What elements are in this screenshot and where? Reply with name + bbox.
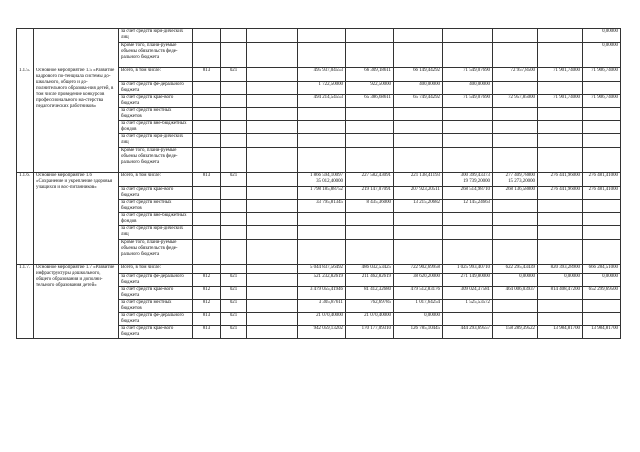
grbs-code: 812 (193, 287, 221, 300)
reserved-cell (247, 173, 298, 187)
amount-cell: 13 984,81700 (538, 326, 583, 339)
amount-cell: 0,00000 (583, 43, 621, 68)
section-code: 021 (221, 313, 247, 326)
amount-cell: 0,00000 (583, 29, 621, 43)
amount-cell (443, 134, 493, 148)
row-number-cell (17, 43, 34, 68)
grbs-code (193, 226, 221, 240)
amount-cell (298, 213, 346, 226)
section-code (221, 121, 247, 134)
reserved-cell (247, 287, 298, 300)
amount-cell (346, 240, 394, 265)
amount-cell: 0,00000 (493, 274, 538, 287)
amount-cell: 922,50000 (346, 82, 394, 95)
amount-cell: 820 393,28900 (538, 265, 583, 274)
section-code: 021 (221, 287, 247, 300)
reserved-cell (247, 108, 298, 121)
source-label: за счет средств местных бюджетов (119, 108, 193, 121)
amount-cell (346, 148, 394, 173)
reserved-cell (247, 187, 298, 200)
activity-cell (34, 29, 119, 43)
amount-cell: 66 309,18611 (346, 68, 394, 82)
amount-cell (538, 148, 583, 173)
amount-cell: 170 177,09310 (346, 326, 394, 339)
amount-cell (346, 108, 394, 121)
amount-cell (493, 226, 538, 240)
amount-cell: 12 145,24663 (443, 200, 493, 213)
section-code: 021 (221, 68, 247, 82)
activity-title: Основное мероприятие 1.5 «Развитие кадрового по-тенциала системы до-школьного, общего и до-полнительного образова-ния детей, в том числе проведение конкурсов профессионального ма-стерства педагогических работников» (34, 68, 119, 173)
amount-cell (346, 121, 394, 134)
amount-cell (394, 226, 443, 240)
amount-cell (247, 29, 298, 43)
grbs-code (193, 265, 221, 274)
amount-cell: 38 620,20000 (394, 274, 443, 287)
grbs-code (193, 148, 221, 173)
amount-cell: 158 289,39522 (493, 326, 538, 339)
source-label: Кроме того, плани-руемые объемы обязательств феде-рального бюджета (119, 148, 193, 173)
section-code (221, 82, 247, 95)
amount-cell (538, 121, 583, 134)
amount-cell (443, 148, 493, 173)
amount-cell (298, 134, 346, 148)
amount-cell (538, 313, 583, 326)
section-code (221, 187, 247, 200)
amount-cell (221, 43, 247, 68)
amount-cell (443, 213, 493, 226)
amount-cell: 221 138,41193 (394, 173, 443, 187)
amount-cell (538, 29, 583, 43)
amount-cell: 3 305,87611 (298, 300, 346, 313)
amount-cell (443, 29, 493, 43)
source-label: за счет средств фе-дерального бюджета (119, 274, 193, 287)
amount-cell (247, 43, 298, 68)
section-code (221, 265, 247, 274)
amount-cell: 494 214,54553 (298, 95, 346, 108)
amount-cell (583, 200, 621, 213)
amount-cell: 71 549,07690 (443, 68, 493, 82)
amount-cell (493, 43, 538, 68)
amount-cell (583, 82, 621, 95)
section-code: 021 (221, 173, 247, 187)
amount-cell (394, 108, 443, 121)
amount-cell (583, 148, 621, 173)
amount-cell: 71 906,74000 (583, 68, 621, 82)
reserved-cell (247, 265, 298, 274)
amount-cell (583, 240, 621, 265)
amount-cell (493, 313, 538, 326)
amount-cell (443, 108, 493, 121)
source-label: за счет средств крае-вого бюджета (119, 187, 193, 200)
source-label: за счет средств фе-дерального бюджета (119, 82, 193, 95)
amount-cell: 400,00000 (394, 82, 443, 95)
amount-cell: 652 299,69500 (583, 287, 621, 300)
amount-cell: 65 386,68611 (346, 95, 394, 108)
source-label: за счет средств юри-дических лиц (119, 29, 193, 43)
amount-cell: 126 785,10445 (394, 326, 443, 339)
amount-cell (583, 121, 621, 134)
amount-cell (538, 300, 583, 313)
amount-cell: 479 512,83176 (394, 287, 443, 300)
amount-cell: 400,00000 (443, 82, 493, 95)
amount-cell: 72 957,8500 (493, 68, 538, 82)
amount-cell: 276 481,41000 (583, 173, 621, 187)
amount-cell: 486 032,53425 (346, 265, 394, 274)
amount-cell (394, 148, 443, 173)
section-code (221, 108, 247, 121)
activity-cell (34, 43, 119, 68)
reserved-cell (247, 95, 298, 108)
source-label: за счет средств крае-вого бюджета (119, 287, 193, 300)
amount-cell: 622 295,43439 (493, 265, 538, 274)
amount-cell (394, 240, 443, 265)
grbs-code (193, 240, 221, 265)
reserved-cell (247, 226, 298, 240)
section-code (221, 134, 247, 148)
amount-cell: 762,69785 (346, 300, 394, 313)
source-label: Кроме того, плани-руемые объемы обязательств феде-рального бюджета (119, 240, 193, 265)
amount-cell (538, 108, 583, 121)
amount-cell (583, 108, 621, 121)
amount-cell (538, 240, 583, 265)
amount-cell: 722 902,69958 (394, 265, 443, 274)
reserved-cell (247, 213, 298, 226)
section-code (221, 95, 247, 108)
amount-cell (493, 108, 538, 121)
source-label: Всего, в том числе: (119, 173, 193, 187)
reserved-cell (247, 313, 298, 326)
amount-cell: 13 215,20682 (394, 200, 443, 213)
amount-cell (298, 43, 346, 68)
source-label: Всего, в том числе: (119, 265, 193, 274)
row-number: 1.1.5. (17, 68, 34, 173)
amount-cell (493, 200, 538, 213)
source-label: Всего, в том числе: (119, 68, 193, 82)
amount-cell (443, 226, 493, 240)
amount-cell (583, 213, 621, 226)
amount-cell: 276 481,41000 (583, 187, 621, 200)
section-code: 021 (221, 326, 247, 339)
amount-cell (583, 313, 621, 326)
grbs-code (193, 121, 221, 134)
amount-cell: 277 409,78800 15 273,20000 (493, 173, 538, 187)
amount-cell: 1 798 185,88752 (298, 187, 346, 200)
amount-cell (538, 82, 583, 95)
amount-cell: 521 232,82619 (298, 274, 346, 287)
row-number: 1.1.7. (17, 265, 34, 339)
reserved-cell (247, 274, 298, 287)
amount-cell (538, 213, 583, 226)
activity-title: Основное мероприятие 1.6 «Сохранение и укрепление здоровья учащихся и вос-питанников» (34, 173, 119, 265)
amount-cell: 71 549,07690 (443, 95, 493, 108)
amount-cell (443, 43, 493, 68)
amount-cell (346, 134, 394, 148)
section-code (221, 213, 247, 226)
amount-cell (493, 240, 538, 265)
amount-cell (538, 134, 583, 148)
activity-title: Основное мероприятие 1.7 «Развитие инфраструктуры дошкольного, общего образования и дополни-тельного образования детей» (34, 265, 119, 339)
amount-cell: 1 525,53572 (443, 300, 493, 313)
table-row (17, 265, 621, 274)
source-label: за счет средств фе-дерального бюджета (119, 313, 193, 326)
source-label: за счет средств крае-вого бюджета (119, 95, 193, 108)
amount-cell (346, 43, 394, 68)
amount-cell: 71 906,74000 (583, 95, 621, 108)
section-code: 021 (221, 300, 247, 313)
amount-cell (221, 29, 247, 43)
amount-cell: 71 901,74000 (538, 95, 583, 108)
grbs-code: 813 (193, 173, 221, 187)
grbs-code: 812 (193, 300, 221, 313)
reserved-cell (247, 68, 298, 82)
reserved-cell (247, 300, 298, 313)
amount-cell (394, 43, 443, 68)
table-row (17, 68, 621, 82)
grbs-code (193, 200, 221, 213)
section-code (221, 200, 247, 213)
source-label: Кроме того, плани-руемые объемы обязательств феде-рального бюджета (119, 43, 193, 68)
amount-cell: 271 149,80000 (443, 274, 493, 287)
amount-cell: 3 479 055,41946 (298, 287, 346, 300)
amount-cell: 309 024,37581 (443, 287, 493, 300)
grbs-code (193, 82, 221, 95)
amount-cell: 219 147,07091 (346, 187, 394, 200)
reserved-cell (247, 121, 298, 134)
amount-cell: 814 408,47200 (538, 287, 583, 300)
amount-cell (346, 226, 394, 240)
financing-table (16, 28, 621, 339)
amount-cell (583, 300, 621, 313)
grbs-code (193, 95, 221, 108)
reserved-cell (247, 134, 298, 148)
amount-cell: 0,00000 (394, 313, 443, 326)
amount-cell: 21 070,40000 (298, 313, 346, 326)
amount-cell (493, 213, 538, 226)
section-code: 021 (221, 274, 247, 287)
section-code (221, 240, 247, 265)
amount-cell: 268 136,58800 (493, 187, 538, 200)
amount-cell (583, 134, 621, 148)
amount-cell (493, 82, 538, 95)
source-label: за счет средств вне-бюджетных фондов (119, 121, 193, 134)
amount-cell (493, 121, 538, 134)
reserved-cell (247, 148, 298, 173)
amount-cell: 666 284,51000 (583, 265, 621, 274)
amount-cell (583, 226, 621, 240)
amount-cell: 72 957,85000 (493, 95, 538, 108)
amount-cell (493, 300, 538, 313)
amount-cell (493, 29, 538, 43)
reserved-cell (247, 82, 298, 95)
grbs-code: 813 (193, 326, 221, 339)
amount-cell: 13 984,81700 (583, 326, 621, 339)
amount-cell (493, 134, 538, 148)
amount-cell: 495 937,04553 (298, 68, 346, 82)
amount-cell (394, 134, 443, 148)
table-row (17, 173, 621, 187)
grbs-code (193, 134, 221, 148)
amount-cell: 1 722,50000 (298, 82, 346, 95)
amount-cell: 276 441,96000 (538, 187, 583, 200)
amount-cell: 5 044 837,56492 (298, 265, 346, 274)
amount-cell: 71 901,74000 (538, 68, 583, 82)
amount-cell (443, 240, 493, 265)
amount-cell: 0,00000 (583, 274, 621, 287)
grbs-code: 813 (193, 313, 221, 326)
section-code (221, 226, 247, 240)
amount-cell (394, 121, 443, 134)
amount-cell: 81 412,32680 (346, 287, 394, 300)
amount-cell (443, 121, 493, 134)
amount-cell: 0,00000 (538, 274, 583, 287)
source-label: за счет средств крае-вого бюджета (119, 326, 193, 339)
amount-cell: 268 514,98710 (443, 187, 493, 200)
amount-cell: 300 399,43373 19 739,20000 (443, 173, 493, 187)
reserved-cell (247, 240, 298, 265)
amount-cell (493, 148, 538, 173)
reserved-cell (247, 326, 298, 339)
amount-cell (346, 213, 394, 226)
amount-cell: 8 435,36000 (346, 200, 394, 213)
amount-cell (298, 121, 346, 134)
amount-cell: 1 025 993,40710 (443, 265, 493, 274)
amount-cell: 66 149,44292 (394, 68, 443, 82)
amount-cell: 444 293,69557 (443, 326, 493, 339)
section-code (221, 148, 247, 173)
amount-cell (538, 43, 583, 68)
amount-cell: 276 441,96000 (538, 173, 583, 187)
row-number: 1.1.6. (17, 173, 34, 265)
amount-cell: 207 923,20511 (394, 187, 443, 200)
grbs-code (193, 187, 221, 200)
row-number-cell (17, 29, 34, 43)
amount-cell (193, 29, 221, 43)
amount-cell (298, 148, 346, 173)
source-label: за счет средств вне-бюджетных фондов (119, 213, 193, 226)
grbs-code: 813 (193, 68, 221, 82)
amount-cell (298, 226, 346, 240)
amount-cell: 942 059,13202 (298, 326, 346, 339)
amount-cell (538, 226, 583, 240)
grbs-code (193, 213, 221, 226)
amount-cell (193, 43, 221, 68)
amount-cell (346, 29, 394, 43)
amount-cell: 464 006,03937 (493, 287, 538, 300)
amount-cell: 65 749,44292 (394, 95, 443, 108)
amount-cell (443, 313, 493, 326)
amount-cell: 1 017,64254 (394, 300, 443, 313)
amount-cell (298, 108, 346, 121)
grbs-code (193, 108, 221, 121)
amount-cell: 227 582,43091 (346, 173, 394, 187)
table-row (17, 43, 621, 68)
grbs-code: 812 (193, 274, 221, 287)
source-label: за счет средств местных бюджетов (119, 300, 193, 313)
amount-cell: 1 866 594,10097 35 012,40000 (298, 173, 346, 187)
amount-cell (298, 29, 346, 43)
source-label: за счет средств юри-дических лиц (119, 226, 193, 240)
amount-cell: 21 070,40000 (346, 313, 394, 326)
amount-cell (298, 240, 346, 265)
amount-cell: 33 795,81345 (298, 200, 346, 213)
amount-cell: 211 462,82619 (346, 274, 394, 287)
table-row (17, 29, 621, 43)
source-label: за счет средств местных бюджетов (119, 200, 193, 213)
reserved-cell (247, 200, 298, 213)
amount-cell (538, 200, 583, 213)
source-label: за счет средств юри-дических лиц (119, 134, 193, 148)
amount-cell (394, 213, 443, 226)
amount-cell (394, 29, 443, 43)
